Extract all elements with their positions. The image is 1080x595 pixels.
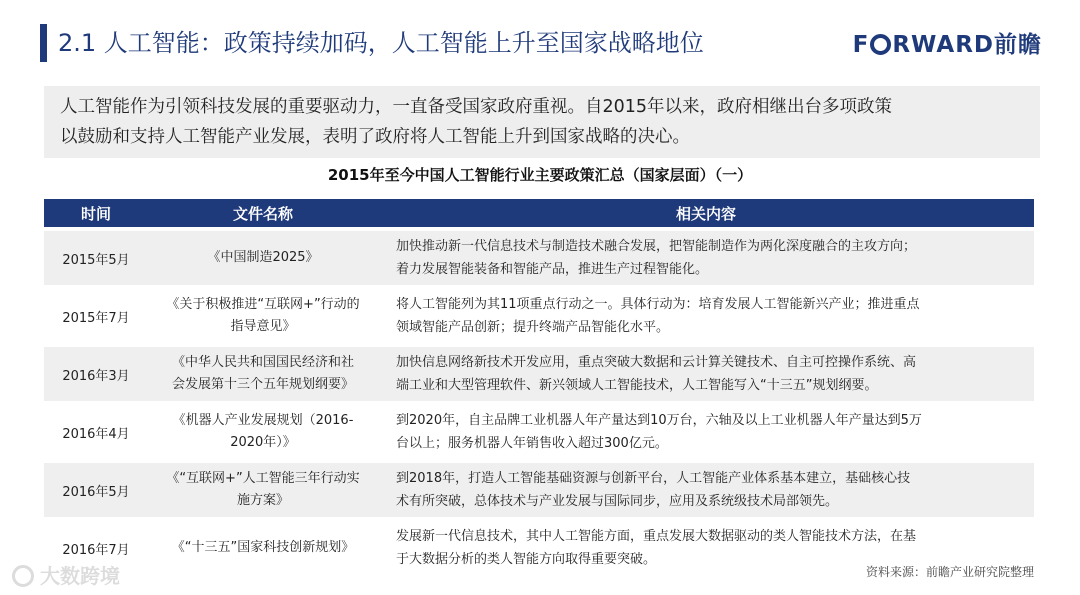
row-content-line: 领域智能产品创新；提升终端产品智能化水平。 xyxy=(396,320,670,335)
row-document xyxy=(148,352,378,396)
header-document: 文件名称 xyxy=(232,204,293,223)
row-content-line: 台以上；服务机器人年销售收入超过300亿元。 xyxy=(396,436,668,451)
table-row xyxy=(44,405,1034,459)
row-content xyxy=(378,409,1034,455)
row-content-line: 于大数据分析的类人智能方向取得重要突破。 xyxy=(396,552,657,567)
row-document-line: 《“十三五”国家科技创新规划》 xyxy=(171,540,355,555)
row-document-line: 《机器人产业发展规划（2016- xyxy=(172,413,354,428)
source-note: 资料来源：前瞻产业研究院整理 xyxy=(865,565,1034,579)
watermark-text: 大数跨境 xyxy=(40,564,120,588)
row-date: 2015年5月 xyxy=(62,252,130,268)
header-content: 相关内容 xyxy=(675,204,736,223)
title-accent-bar xyxy=(40,24,47,62)
intro-paragraph xyxy=(44,86,1040,158)
row-document xyxy=(148,294,378,338)
row-document-line: 《关于积极推进“互联网+”行动的 xyxy=(166,297,360,312)
watermark-logo-icon xyxy=(12,565,34,587)
table-title: 2015年至今中国人工智能行业主要政策汇总（国家层面）（一） xyxy=(327,166,753,184)
row-content-line: 发展新一代信息技术，其中人工智能方面，重点发展大数据驱动的类人智能技术方法，在基 xyxy=(396,529,917,544)
watermark xyxy=(12,560,120,589)
logo-text-left: F xyxy=(852,32,870,58)
table-row xyxy=(44,347,1034,401)
row-document xyxy=(148,468,378,512)
table-row xyxy=(44,289,1034,343)
row-date: 2016年3月 xyxy=(62,368,130,384)
row-document-line: 2020年）》 xyxy=(230,435,296,450)
row-content xyxy=(378,467,1034,513)
row-content-line: 术有所突破，总体技术与产业发展与国际同步，应用及系统级技术局部领先。 xyxy=(396,494,839,509)
row-date: 2016年4月 xyxy=(62,426,130,442)
table-row xyxy=(44,463,1034,517)
row-content-line: 着力发展智能装备和智能产品，推进生产过程智能化。 xyxy=(396,262,709,277)
forward-logo xyxy=(853,28,1042,62)
row-content-line: 到2018年，打造人工智能基础资源与创新平台，人工智能产业体系基本建立，基础核心技 xyxy=(396,471,911,486)
table-row xyxy=(44,231,1034,285)
row-document xyxy=(148,410,378,454)
row-document-line: 指导意见》 xyxy=(230,319,296,334)
logo-ring-icon xyxy=(870,34,891,55)
intro-line-2: 以鼓励和支持人工智能产业发展，表明了政府将人工智能上升到国家战略的决心。 xyxy=(60,127,690,147)
row-date: 2016年7月 xyxy=(62,542,130,558)
table-header-row xyxy=(44,199,1034,227)
row-content-line: 加快信息网络新技术开发应用，重点突破大数据和云计算关键技术、自主可控操作系统、高 xyxy=(396,355,917,370)
row-content-line: 到2020年，自主品牌工业机器人年产量达到10万台，六轴及以上工业机器人年产量达到5万 xyxy=(396,413,922,428)
row-content xyxy=(378,235,1034,281)
row-document-line: 《中国制造2025》 xyxy=(207,250,319,265)
row-date: 2015年7月 xyxy=(62,310,130,326)
row-date: 2016年5月 xyxy=(62,484,130,500)
row-document-line: 施方案》 xyxy=(236,493,289,508)
row-document-line: 《“互联网+”人工智能三年行动实 xyxy=(166,471,360,486)
page-title: 2.1 人工智能：政策持续加码，人工智能上升至国家战略地位 xyxy=(58,29,704,57)
logo-text-right: RWARD前瞻 xyxy=(892,32,1042,58)
row-content-line: 将人工智能列为其11项重点行动之一。具体行动为：培育发展人工智能新兴产业；推进重点 xyxy=(396,297,920,312)
row-document xyxy=(148,537,378,559)
intro-line-1: 人工智能作为引领科技发展的重要驱动力，一直备受国家政府重视。自2015年以来，政府相继出台多项政策 xyxy=(60,97,893,117)
row-content xyxy=(378,293,1034,339)
row-document xyxy=(148,247,378,269)
row-content-line: 端工业和大型管理软件、新兴领域人工智能技术，人工智能写入“十三五”规划纲要。 xyxy=(396,378,878,393)
policy-table xyxy=(44,199,1034,575)
row-document-line: 《中华人民共和国国民经济和社 xyxy=(171,355,354,370)
row-content-line: 加快推动新一代信息技术与制造技术融合发展，把智能制造作为两化深度融合的主攻方向； xyxy=(396,239,917,254)
row-document-line: 会发展第十三个五年规划纲要》 xyxy=(171,377,354,392)
header-date: 时间 xyxy=(80,204,111,223)
row-content xyxy=(378,351,1034,397)
